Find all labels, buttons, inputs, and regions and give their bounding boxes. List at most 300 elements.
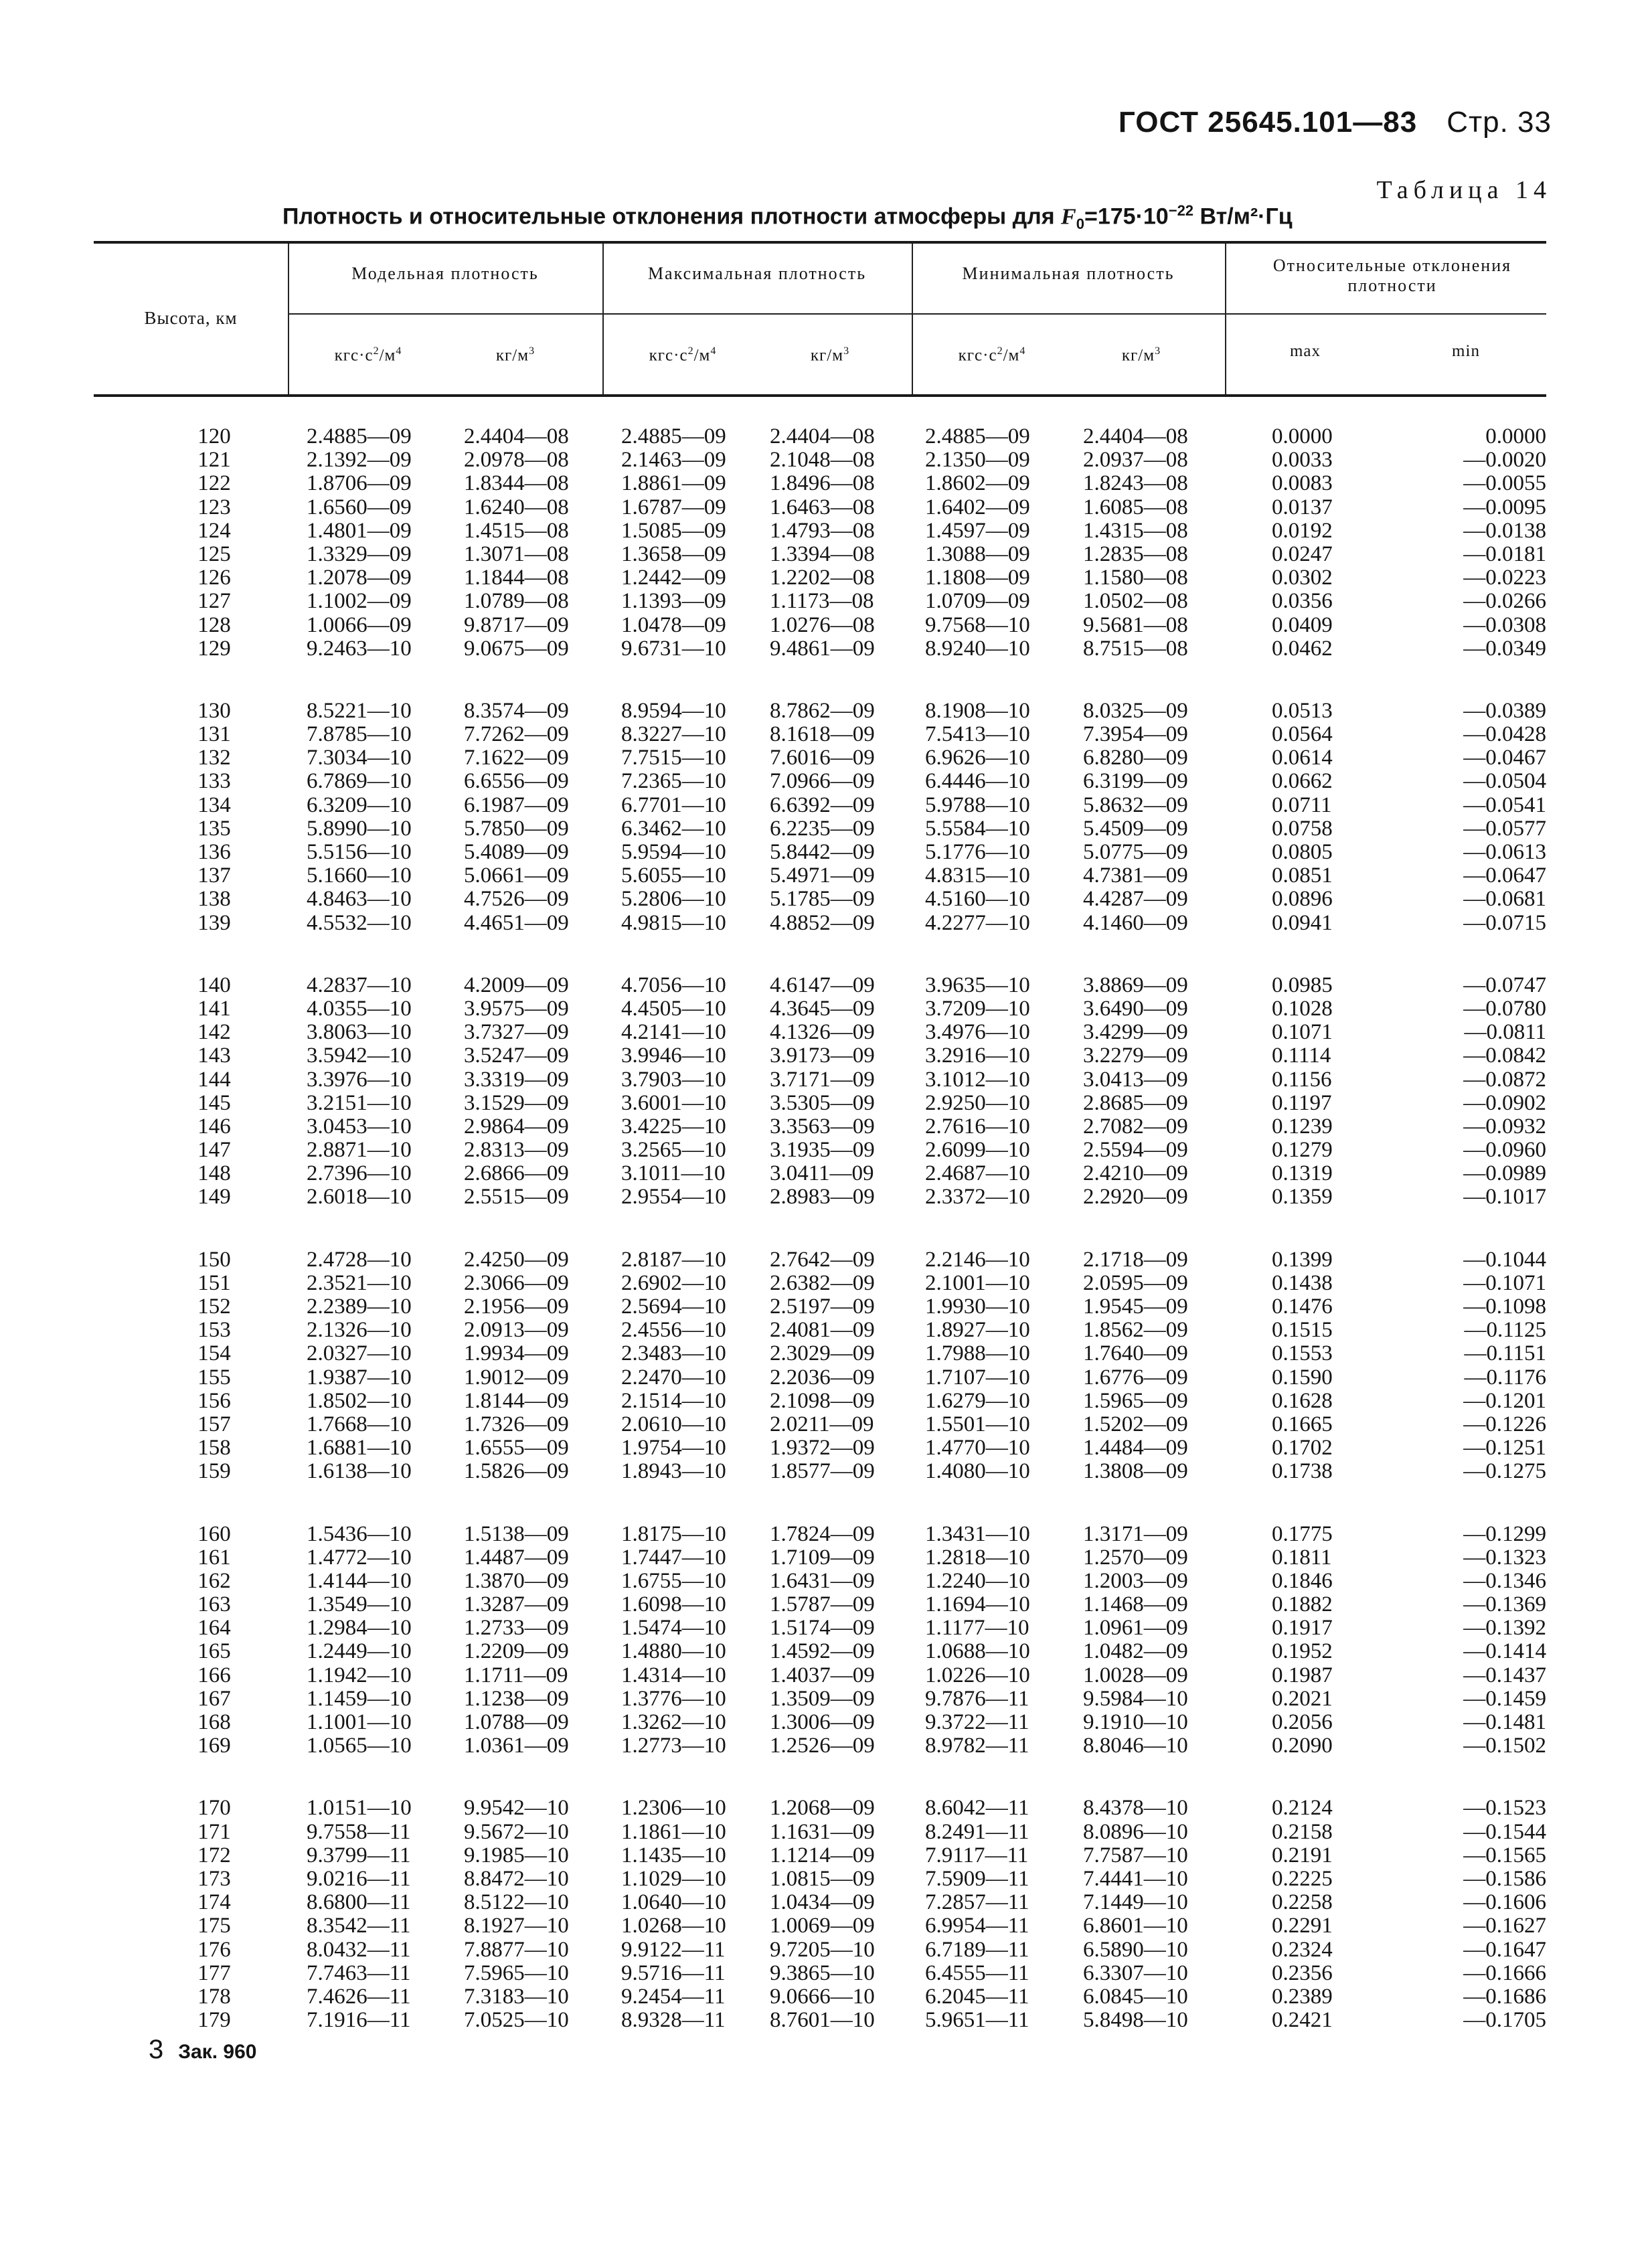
- col-max-header: Максимальная плотность: [647, 264, 867, 283]
- cell-min-kgs: 1.7988—10: [925, 1341, 1030, 1366]
- cell-model-kgs: 2.4885—09: [307, 424, 412, 448]
- table-row: [94, 817, 1546, 841]
- cell-min-kg: 2.1718—09: [1083, 1247, 1188, 1272]
- cell-max-kgs: 2.2470—10: [621, 1365, 726, 1390]
- cell-min-kgs: 1.3088—09: [925, 541, 1030, 566]
- cell-min-kgs: 1.0226—10: [925, 1663, 1030, 1687]
- cell-height: 167: [197, 1686, 231, 1711]
- cell-min-kg: 5.0775—09: [1083, 840, 1188, 864]
- cell-model-kg: 8.3574—09: [464, 698, 569, 723]
- cell-max-kg: 3.0411—09: [770, 1161, 874, 1186]
- sheet-number: 3: [149, 2035, 164, 2064]
- cell-min-kgs: 7.5909—11: [925, 1866, 1029, 1891]
- col-model-header: Модельная плотность: [351, 264, 539, 283]
- cell-max-kg: 2.7642—09: [770, 1247, 875, 1272]
- cell-rel-min: —0.1544: [1463, 1819, 1546, 1844]
- cell-max-kg: 4.3645—09: [770, 996, 875, 1021]
- table-row: [94, 1664, 1546, 1687]
- cell-min-kgs: 8.9782—11: [925, 1734, 1029, 1758]
- cell-rel-max: 0.1399: [1272, 1247, 1333, 1272]
- cell-rel-max: 0.0513: [1272, 698, 1333, 723]
- cell-height: 171: [197, 1819, 231, 1844]
- table-row: [94, 1797, 1546, 1820]
- cell-height: 136: [197, 840, 231, 864]
- cell-rel-min: —0.1125: [1464, 1318, 1546, 1343]
- cell-max-kgs: 1.4314—10: [621, 1663, 726, 1687]
- cell-max-kg: 3.7171—09: [770, 1067, 875, 1092]
- cell-min-kg: 1.1580—08: [1083, 566, 1188, 590]
- cell-model-kgs: 2.3521—10: [307, 1270, 412, 1295]
- table-row: [94, 519, 1546, 543]
- cell-min-kgs: 8.2491—11: [925, 1819, 1029, 1844]
- cell-model-kgs: 2.1326—10: [307, 1318, 412, 1343]
- cell-min-kg: 1.7640—09: [1083, 1341, 1188, 1366]
- cell-min-kgs: 6.9626—10: [925, 746, 1030, 770]
- cell-min-kgs: 1.1694—10: [925, 1592, 1030, 1617]
- cell-max-kg: 3.3563—09: [770, 1114, 875, 1139]
- cell-rel-min: 0.0000: [1485, 424, 1546, 448]
- cell-model-kg: 2.0913—09: [464, 1318, 569, 1343]
- table-row: [94, 699, 1546, 723]
- cell-min-kg: 3.8869—09: [1083, 973, 1188, 997]
- cell-rel-max: 0.2324: [1272, 1937, 1333, 1962]
- cell-rel-max: 0.0711: [1272, 792, 1332, 817]
- cell-rel-min: —0.0715: [1463, 910, 1546, 935]
- cell-min-kgs: 1.7107—10: [925, 1365, 1030, 1390]
- cell-max-kgs: 1.7447—10: [621, 1545, 726, 1570]
- table-row: [94, 1272, 1546, 1295]
- cell-rel-max: 0.1952: [1272, 1639, 1333, 1664]
- cell-model-kg: 2.5515—09: [464, 1185, 569, 1209]
- table-header: [94, 241, 1546, 397]
- cell-rel-min: —0.0989: [1463, 1161, 1546, 1186]
- cell-min-kgs: 1.1808—09: [925, 566, 1030, 590]
- cell-max-kgs: 1.2773—10: [621, 1734, 726, 1758]
- cell-min-kgs: 2.2146—10: [925, 1247, 1030, 1272]
- cell-height: 122: [197, 471, 231, 496]
- cell-rel-max: 0.0941: [1272, 910, 1333, 935]
- table-row: [94, 723, 1546, 746]
- cell-max-kg: 6.2235—09: [770, 816, 875, 841]
- cell-max-kgs: 1.6787—09: [621, 495, 726, 519]
- page-header: [1119, 106, 1552, 139]
- cell-rel-max: 0.1071: [1272, 1020, 1333, 1045]
- cell-max-kgs: 1.5085—09: [621, 518, 726, 543]
- cell-min-kg: 2.0595—09: [1083, 1270, 1188, 1295]
- cell-min-kg: 4.7381—09: [1083, 863, 1188, 888]
- cell-max-kgs: 8.3227—10: [621, 722, 726, 747]
- cell-min-kgs: 3.1012—10: [925, 1067, 1030, 1092]
- cell-max-kgs: 2.3483—10: [621, 1341, 726, 1366]
- cell-min-kgs: 9.7876—11: [925, 1686, 1029, 1711]
- cell-min-kg: 6.3199—09: [1083, 769, 1188, 794]
- cell-max-kgs: 6.7701—10: [621, 792, 726, 817]
- cell-min-kgs: 4.5160—10: [925, 887, 1030, 912]
- cell-rel-max: 0.1438: [1272, 1270, 1333, 1295]
- cell-min-kg: 1.0961—09: [1083, 1616, 1188, 1641]
- cell-model-kgs: 4.2837—10: [307, 973, 412, 997]
- cell-max-kg: 2.3029—09: [770, 1341, 875, 1366]
- cell-max-kg: 6.6392—09: [770, 792, 875, 817]
- cell-rel-max: 0.0083: [1272, 471, 1333, 496]
- cell-max-kg: 1.4037—09: [770, 1663, 875, 1687]
- cell-rel-max: 0.0192: [1272, 518, 1333, 543]
- cell-model-kg: 2.0978—08: [464, 448, 569, 473]
- cell-rel-min: —0.1017: [1463, 1185, 1546, 1209]
- cell-rel-min: —0.1523: [1463, 1796, 1546, 1821]
- cell-height: 168: [197, 1710, 231, 1734]
- cell-model-kgs: 4.0355—10: [307, 996, 412, 1021]
- cell-height: 156: [197, 1388, 231, 1413]
- cell-min-kgs: 6.2045—11: [925, 1984, 1029, 2009]
- cell-max-kgs: 1.6098—10: [621, 1592, 726, 1617]
- cell-rel-max: 0.0137: [1272, 495, 1333, 519]
- cell-rel-min: —0.1666: [1463, 1960, 1546, 1985]
- cell-max-kgs: 3.9946—10: [621, 1043, 726, 1068]
- cell-min-kgs: 4.8315—10: [925, 863, 1030, 888]
- cell-rel-min: —0.1392: [1463, 1616, 1546, 1641]
- cell-max-kg: 3.1935—09: [770, 1138, 875, 1163]
- cell-min-kgs: 5.5584—10: [925, 816, 1030, 841]
- cell-rel-min: —0.0223: [1463, 566, 1546, 590]
- cell-max-kg: 4.6147—09: [770, 973, 875, 997]
- cell-height: 145: [197, 1090, 231, 1115]
- cell-min-kg: 1.0482—09: [1083, 1639, 1188, 1664]
- col-rel-header: Относительные отклонения плотности: [1272, 256, 1512, 295]
- cell-min-kgs: 1.0709—09: [925, 589, 1030, 614]
- cell-height: 155: [197, 1365, 231, 1390]
- cell-rel-min: —0.1647: [1463, 1937, 1546, 1962]
- cell-rel-max: 0.1156: [1272, 1067, 1332, 1092]
- table-row: [94, 2009, 1546, 2032]
- cell-max-kg: 8.7601—10: [770, 2008, 875, 2033]
- cell-model-kgs: 9.3799—11: [307, 1843, 411, 1867]
- cell-min-kgs: 1.8602—09: [925, 471, 1030, 496]
- cell-max-kgs: 2.4885—09: [621, 424, 726, 448]
- cell-height: 173: [197, 1866, 231, 1891]
- cell-height: 166: [197, 1663, 231, 1687]
- table-row: [94, 1546, 1546, 1570]
- cell-min-kgs: 2.9250—10: [925, 1090, 1030, 1115]
- table-row: [94, 1044, 1546, 1068]
- cell-rel-min: —0.0541: [1463, 792, 1546, 817]
- cell-min-kgs: 5.9788—10: [925, 792, 1030, 817]
- cell-min-kgs: 8.6042—11: [925, 1796, 1029, 1821]
- cell-rel-min: —0.0389: [1463, 698, 1546, 723]
- cell-min-kgs: 2.3372—10: [925, 1185, 1030, 1209]
- cell-min-kgs: 1.3431—10: [925, 1521, 1030, 1546]
- cell-min-kg: 2.0937—08: [1083, 448, 1188, 473]
- cell-max-kg: 3.5305—09: [770, 1090, 875, 1115]
- header-divider: [1225, 244, 1226, 394]
- cell-model-kgs: 3.0453—10: [307, 1114, 412, 1139]
- cell-rel-max: 0.1279: [1272, 1138, 1333, 1163]
- cell-height: 125: [197, 541, 231, 566]
- cell-model-kg: 5.7850—09: [464, 816, 569, 841]
- cell-height: 137: [197, 863, 231, 888]
- cell-min-kg: 2.4404—08: [1083, 424, 1188, 448]
- cell-model-kg: 1.3287—09: [464, 1592, 569, 1617]
- cell-min-kg: 6.3307—10: [1083, 1960, 1188, 1985]
- cell-max-kgs: 9.2454—11: [621, 1984, 726, 2009]
- cell-rel-max: 0.1476: [1272, 1294, 1333, 1319]
- table-title: [282, 202, 1293, 233]
- cell-height: 126: [197, 566, 231, 590]
- cell-model-kgs: 2.0327—10: [307, 1341, 412, 1366]
- cell-rel-min: —0.1176: [1464, 1365, 1546, 1390]
- cell-min-kg: 1.6776—09: [1083, 1365, 1188, 1390]
- cell-max-kg: 7.0966—09: [770, 769, 875, 794]
- title-f-exp: −22: [1168, 202, 1194, 219]
- cell-model-kg: 7.8877—10: [464, 1937, 569, 1962]
- cell-max-kg: 2.6382—09: [770, 1270, 875, 1295]
- cell-model-kgs: 6.3209—10: [307, 792, 412, 817]
- cell-min-kgs: 6.4446—10: [925, 769, 1030, 794]
- row-group: [94, 425, 1546, 661]
- table-row: [94, 1021, 1546, 1044]
- cell-min-kg: 3.0413—09: [1083, 1067, 1188, 1092]
- cell-model-kgs: 1.8706—09: [307, 471, 412, 496]
- cell-height: 147: [197, 1138, 231, 1163]
- cell-model-kgs: 3.8063—10: [307, 1020, 412, 1045]
- cell-max-kgs: 1.8175—10: [621, 1521, 726, 1546]
- cell-model-kg: 9.0675—09: [464, 636, 569, 661]
- cell-rel-max: 0.0896: [1272, 887, 1333, 912]
- cell-max-kgs: 1.6755—10: [621, 1568, 726, 1593]
- cell-max-kg: 8.7862—09: [770, 698, 875, 723]
- cell-max-kg: 1.6463—08: [770, 495, 875, 519]
- cell-model-kgs: 1.2984—10: [307, 1616, 412, 1641]
- cell-min-kgs: 1.4770—10: [925, 1436, 1030, 1460]
- table-row: [94, 448, 1546, 472]
- cell-min-kgs: 2.4885—09: [925, 424, 1030, 448]
- table-number: Таблица 14: [1376, 176, 1552, 204]
- cell-rel-min: —0.1098: [1463, 1294, 1546, 1319]
- density-table: [94, 241, 1546, 2071]
- cell-rel-min: —0.1044: [1463, 1247, 1546, 1272]
- cell-max-kgs: 9.5716—11: [621, 1960, 726, 1985]
- cell-min-kgs: 6.9954—11: [925, 1914, 1029, 1938]
- cell-rel-max: 0.1987: [1272, 1663, 1333, 1687]
- cell-min-kg: 6.0845—10: [1083, 1984, 1188, 2009]
- cell-height: 135: [197, 816, 231, 841]
- cell-rel-max: 0.1665: [1272, 1412, 1333, 1436]
- cell-model-kg: 1.4515—08: [464, 518, 569, 543]
- table-row: [94, 1734, 1546, 1758]
- cell-min-kg: 1.5965—09: [1083, 1388, 1188, 1413]
- cell-model-kg: 1.0788—09: [464, 1710, 569, 1734]
- cell-min-kgs: 8.1908—10: [925, 698, 1030, 723]
- cell-height: 158: [197, 1436, 231, 1460]
- cell-model-kgs: 1.2078—09: [307, 566, 412, 590]
- cell-min-kgs: 1.4080—10: [925, 1459, 1030, 1484]
- table-row: [94, 1436, 1546, 1460]
- cell-height: 139: [197, 910, 231, 935]
- cell-model-kg: 5.4089—09: [464, 840, 569, 864]
- cell-rel-min: —0.1686: [1463, 1984, 1546, 2009]
- cell-model-kgs: 9.0216—11: [307, 1866, 411, 1891]
- cell-min-kgs: 1.6402—09: [925, 495, 1030, 519]
- cell-model-kgs: 3.2151—10: [307, 1090, 412, 1115]
- cell-model-kg: 4.7526—09: [464, 887, 569, 912]
- cell-max-kg: 5.8442—09: [770, 840, 875, 864]
- cell-min-kgs: 6.4555—11: [925, 1960, 1029, 1985]
- cell-height: 124: [197, 518, 231, 543]
- cell-max-kgs: 1.1861—10: [621, 1819, 726, 1844]
- table-row: [94, 997, 1546, 1021]
- title-text: Плотность и относительные отклонения плотности атмосферы для: [282, 203, 1055, 230]
- cell-min-kg: 2.4210—09: [1083, 1161, 1188, 1186]
- cell-model-kg: 1.4487—09: [464, 1545, 569, 1570]
- cell-rel-max: 0.1553: [1272, 1341, 1333, 1366]
- cell-max-kg: 1.6431—09: [770, 1568, 875, 1593]
- cell-max-kg: 1.1631—09: [770, 1819, 875, 1844]
- cell-model-kgs: 8.3542—11: [307, 1914, 411, 1938]
- cell-model-kgs: 8.5221—10: [307, 698, 412, 723]
- cell-model-kg: 9.1985—10: [464, 1843, 569, 1867]
- table-row: [94, 1139, 1546, 1162]
- cell-max-kgs: 2.9554—10: [621, 1185, 726, 1209]
- cell-model-kgs: 1.3329—09: [307, 541, 412, 566]
- cell-model-kg: 2.1956—09: [464, 1294, 569, 1319]
- cell-height: 128: [197, 612, 231, 637]
- cell-min-kg: 1.6085—08: [1083, 495, 1188, 519]
- cell-max-kgs: 8.9328—11: [621, 2008, 726, 2033]
- cell-max-kgs: 1.3262—10: [621, 1710, 726, 1734]
- cell-model-kg: 7.5965—10: [464, 1960, 569, 1985]
- cell-max-kgs: 8.9594—10: [621, 698, 726, 723]
- cell-model-kg: 2.9864—09: [464, 1114, 569, 1139]
- cell-rel-min: —0.1226: [1463, 1412, 1546, 1436]
- cell-max-kgs: 1.3658—09: [621, 541, 726, 566]
- cell-max-kg: 1.3509—09: [770, 1686, 875, 1711]
- cell-min-kg: 8.0896—10: [1083, 1819, 1188, 1844]
- cell-model-kgs: 1.4144—10: [307, 1568, 412, 1593]
- cell-height: 146: [197, 1114, 231, 1139]
- cell-model-kgs: 1.1942—10: [307, 1663, 412, 1687]
- cell-model-kgs: 2.6018—10: [307, 1185, 412, 1209]
- cell-rel-min: —0.1502: [1463, 1734, 1546, 1758]
- cell-max-kg: 4.1326—09: [770, 1020, 875, 1045]
- cell-model-kgs: 1.4772—10: [307, 1545, 412, 1570]
- cell-model-kg: 4.4651—09: [464, 910, 569, 935]
- cell-model-kg: 1.3870—09: [464, 1568, 569, 1593]
- cell-max-kgs: 1.1435—10: [621, 1843, 726, 1867]
- cell-rel-max: 0.1197: [1272, 1090, 1332, 1115]
- row-group: [94, 1523, 1546, 1758]
- cell-max-kgs: 1.9754—10: [621, 1436, 726, 1460]
- cell-max-kg: 7.6016—09: [770, 746, 875, 770]
- cell-min-kgs: 9.7568—10: [925, 612, 1030, 637]
- cell-height: 134: [197, 792, 231, 817]
- cell-rel-max: 0.1738: [1272, 1459, 1333, 1484]
- cell-rel-min: —0.1323: [1463, 1545, 1546, 1570]
- cell-rel-max: 0.0000: [1272, 424, 1333, 448]
- table-row: [94, 1891, 1546, 1914]
- cell-height: 174: [197, 1890, 231, 1915]
- cell-model-kg: 2.6866—09: [464, 1161, 569, 1186]
- cell-min-kgs: 4.2277—10: [925, 910, 1030, 935]
- cell-rel-min: —0.1151: [1464, 1341, 1546, 1366]
- cell-model-kg: 7.7262—09: [464, 722, 569, 747]
- cell-max-kgs: 1.5474—10: [621, 1616, 726, 1641]
- cell-model-kgs: 1.8502—10: [307, 1388, 412, 1413]
- cell-max-kgs: 2.1514—10: [621, 1388, 726, 1413]
- cell-max-kg: 2.1048—08: [770, 448, 875, 473]
- cell-min-kgs: 1.6279—10: [925, 1388, 1030, 1413]
- cell-height: 165: [197, 1639, 231, 1664]
- cell-min-kg: 6.5890—10: [1083, 1937, 1188, 1962]
- cell-rel-min: —0.0647: [1463, 863, 1546, 888]
- cell-min-kg: 1.1468—09: [1083, 1592, 1188, 1617]
- cell-height: 164: [197, 1616, 231, 1641]
- cell-rel-max: 0.2191: [1272, 1843, 1333, 1867]
- cell-min-kg: 1.2003—09: [1083, 1568, 1188, 1593]
- cell-max-kgs: 2.6902—10: [621, 1270, 726, 1295]
- cell-max-kgs: 5.6055—10: [621, 863, 726, 888]
- unit-min-kg: $кг/м^3$: [1121, 345, 1161, 365]
- cell-rel-min: —0.0902: [1463, 1090, 1546, 1115]
- cell-model-kg: 8.1927—10: [464, 1914, 569, 1938]
- cell-rel-min: —0.1346: [1463, 1568, 1546, 1593]
- cell-model-kg: 2.4250—09: [464, 1247, 569, 1272]
- cell-rel-max: 0.1028: [1272, 996, 1333, 1021]
- cell-rel-max: 0.1917: [1272, 1616, 1333, 1641]
- cell-rel-max: 0.0302: [1272, 566, 1333, 590]
- cell-rel-max: 0.1811: [1272, 1545, 1332, 1570]
- row-group: [94, 699, 1546, 935]
- cell-height: 142: [197, 1020, 231, 1045]
- cell-model-kg: 1.1844—08: [464, 566, 569, 590]
- cell-rel-min: —0.0747: [1463, 973, 1546, 997]
- table-row: [94, 472, 1546, 495]
- cell-model-kg: 1.9934—09: [464, 1341, 569, 1366]
- cell-height: 154: [197, 1341, 231, 1366]
- cell-rel-max: 0.2225: [1272, 1866, 1333, 1891]
- cell-height: 162: [197, 1568, 231, 1593]
- cell-min-kg: 1.2835—08: [1083, 541, 1188, 566]
- cell-max-kg: 9.0666—10: [770, 1984, 875, 2009]
- cell-min-kgs: 2.1001—10: [925, 1270, 1030, 1295]
- cell-height: 127: [197, 589, 231, 614]
- cell-min-kgs: 1.0688—10: [925, 1639, 1030, 1664]
- cell-rel-max: 0.1114: [1272, 1043, 1331, 1068]
- table-row: [94, 1616, 1546, 1640]
- cell-model-kgs: 5.1660—10: [307, 863, 412, 888]
- cell-rel-min: —0.1481: [1463, 1710, 1546, 1734]
- cell-rel-max: 0.2158: [1272, 1819, 1333, 1844]
- cell-min-kg: 9.5681—08: [1083, 612, 1188, 637]
- cell-model-kgs: 3.5942—10: [307, 1043, 412, 1068]
- table-row: [94, 746, 1546, 770]
- cell-max-kgs: 7.2365—10: [621, 769, 726, 794]
- cell-max-kgs: 1.1029—10: [621, 1866, 726, 1891]
- cell-max-kgs: 3.4225—10: [621, 1114, 726, 1139]
- unit-max-kgs: $кгс\cdot с^2/м^4$: [649, 345, 717, 365]
- cell-model-kgs: 1.0151—10: [307, 1796, 412, 1821]
- table-row: [94, 614, 1546, 637]
- cell-rel-min: —0.0308: [1463, 612, 1546, 637]
- table-row: [94, 1914, 1546, 1938]
- cell-min-kg: 1.9545—09: [1083, 1294, 1188, 1319]
- cell-min-kgs: 2.1350—09: [925, 448, 1030, 473]
- cell-min-kgs: 1.8927—10: [925, 1318, 1030, 1343]
- cell-max-kg: 5.1785—09: [770, 887, 875, 912]
- cell-rel-max: 0.2356: [1272, 1960, 1333, 1985]
- cell-max-kgs: 9.6731—10: [621, 636, 726, 661]
- cell-max-kgs: 7.7515—10: [621, 746, 726, 770]
- cell-min-kg: 1.2570—09: [1083, 1545, 1188, 1570]
